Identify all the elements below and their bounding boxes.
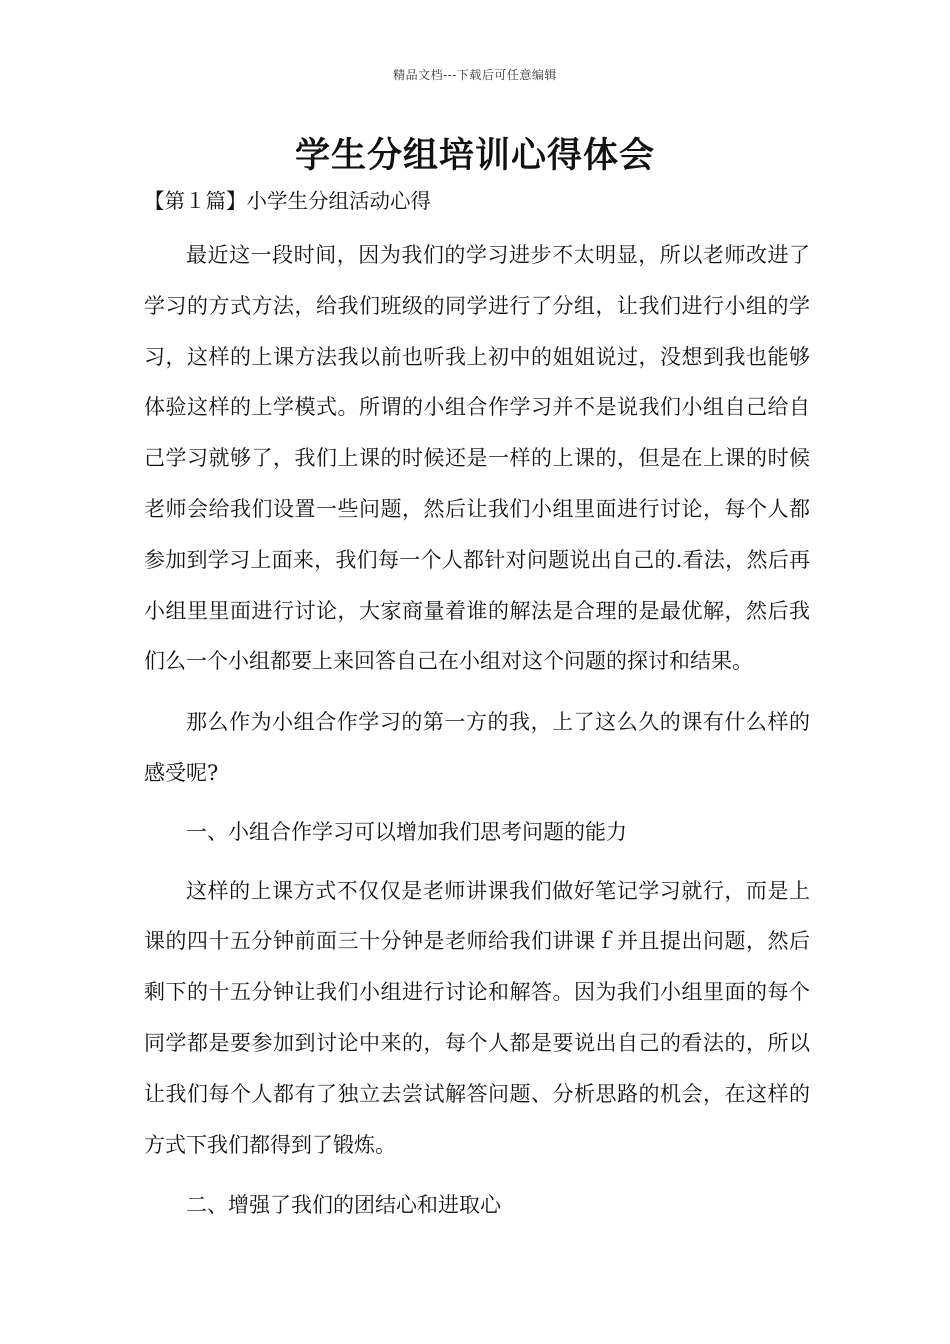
header-note: 精品文档---下载后可任意编辑 (393, 68, 557, 82)
section-heading: 【第１篇】小学生分组活动心得 (144, 189, 431, 213)
subheading: 二、增强了我们的团结心和进取心 (186, 1193, 501, 1218)
paragraph: 最近这一段时间，因为我们的学习进步不太明显，所以老师改进了学习的方式方法，给我们班级的同学进行了分组，让我们进行小组的学习，这样的上课方法我以前也听我上初中的姐姐说过，没想到我也能够体验这样的上学模式。所谓的小组合作学习并不是说我们小组自己给自己学习就够了，我们上课的时候还是一样的上课的，但是在上课的时候老师会给我们设置一些问题，然后让我们小组里面进行讨论，每个人都参加到学习上面来，我们每一个人都针对问题说出自己的.看法，然后再小组里里面进行讨论，大家商量着谁的解法是合理的是最优解，然后我们么一个小组都要上来回答自己在小组对这个问题的探讨和结果。 (144, 243, 810, 674)
subheading: 一、小组合作学习可以增加我们思考问题的能力 (186, 819, 627, 844)
paragraph: 那么作为小组合作学习的第一方的我，上了这么久的课有什么样的感受呢? (144, 710, 810, 785)
document-title: 学生分组培训心得体会 (294, 135, 655, 176)
document-body (144, 180, 810, 1239)
paragraph: 这样的上课方式不仅仅是老师讲课我们做好笔记学习就行，而是上课的四十五分钟前面三十分钟是老师给我们讲课ｆ并且提出问题，然后剩下的十五分钟让我们小组进行讨论和解答。因为我们小组里面的每个同学都是要参加到讨论中来的，每个人都是要说出自己的看法的，所以让我们每个人都有了独立去尝试解答问题、分析思路的机会，在这样的方式下我们都得到了锻炼。 (144, 878, 810, 1157)
